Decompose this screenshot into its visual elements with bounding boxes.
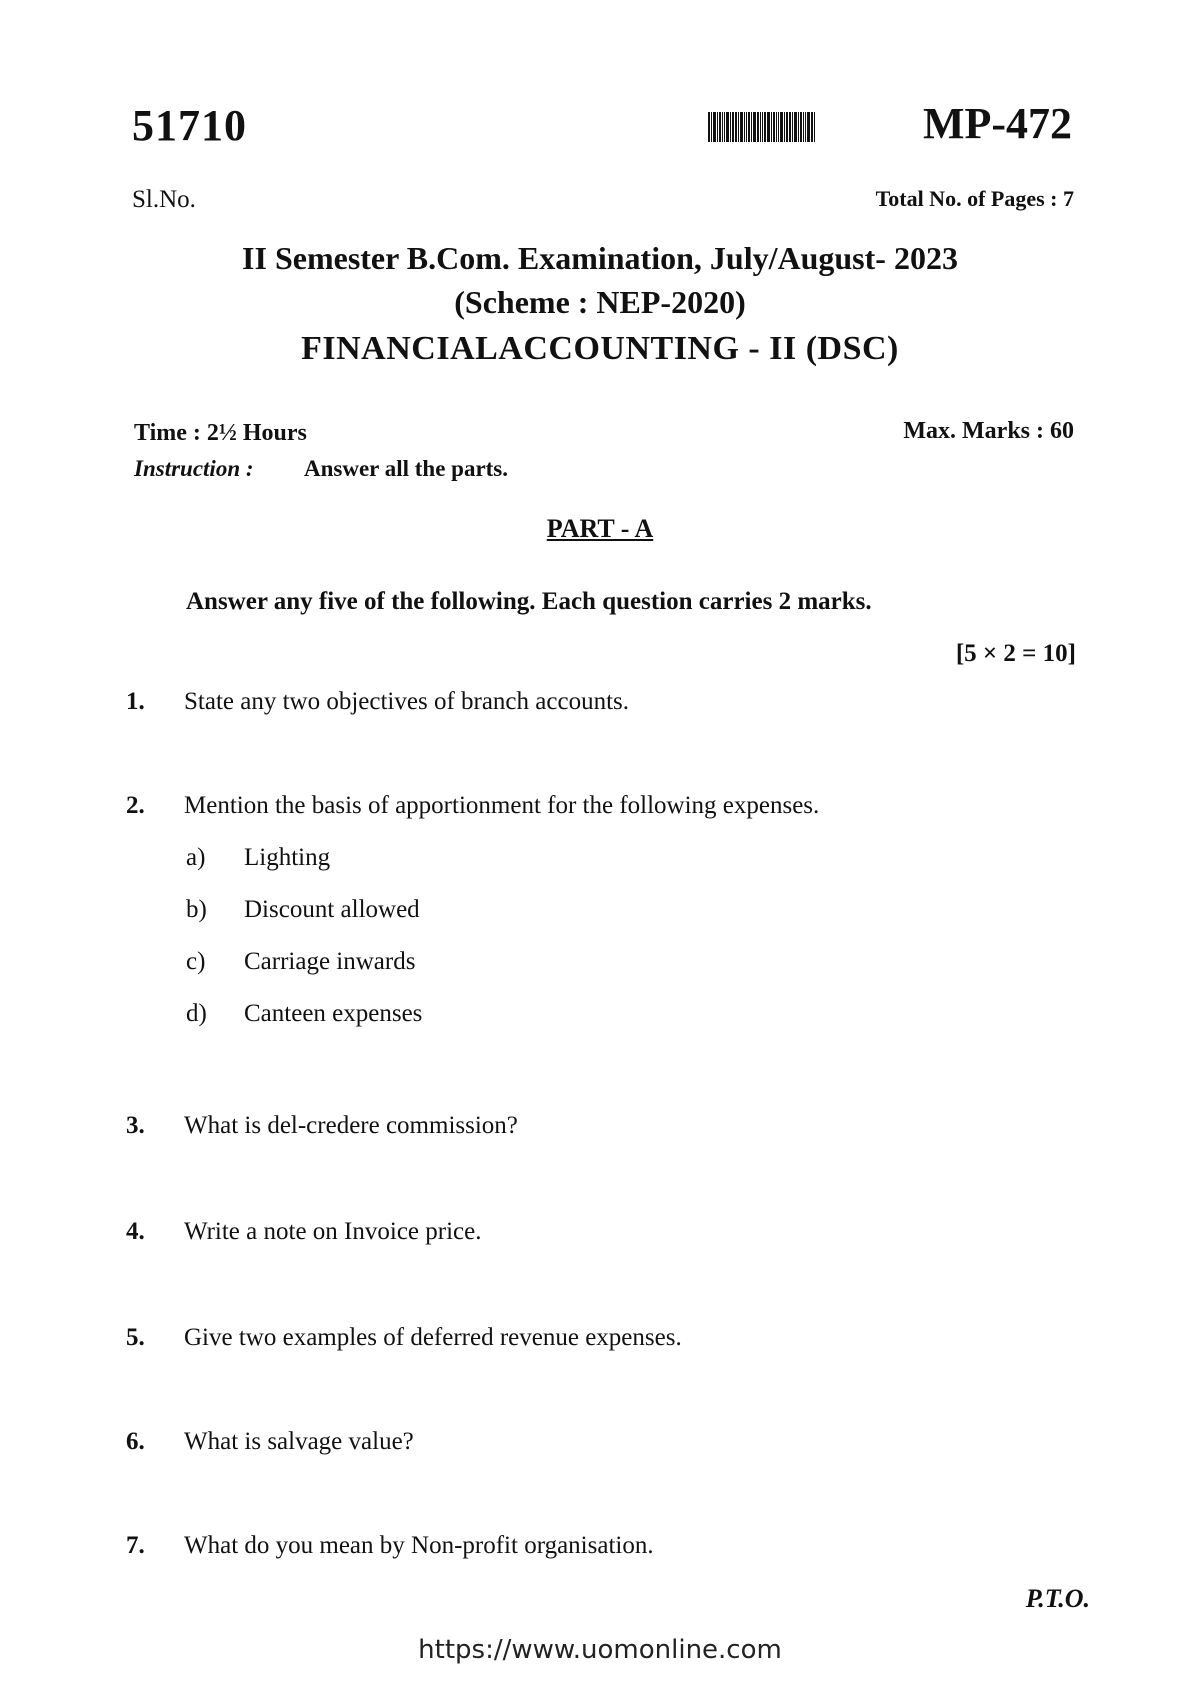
question-text: What is del-credere commission? — [184, 1112, 518, 1139]
instruction-label: Instruction : — [134, 456, 254, 481]
question-number: 3. — [126, 1112, 145, 1139]
question-number: 5. — [126, 1324, 145, 1351]
question-1 — [126, 688, 629, 716]
question-number: 7. — [126, 1532, 145, 1559]
question-text: Mention the basis of apportionment for the following expenses. — [184, 792, 820, 819]
general-instruction — [134, 456, 508, 482]
footer-url-link[interactable]: https://www.uomonline.com — [418, 1635, 782, 1665]
subitem-text: Canteen expenses — [244, 1000, 423, 1027]
exam-title: II Semester B.Com. Examination, July/August- 2023 — [242, 240, 958, 276]
question-2 — [126, 792, 819, 820]
part-a-instruction: Answer any five of the following. Each question carries 2 marks. — [186, 588, 872, 615]
please-turn-over: P.T.O. — [1025, 1584, 1090, 1613]
max-marks: Max. Marks : 60 — [903, 418, 1074, 444]
subitem-text: Discount allowed — [244, 896, 420, 923]
exam-code-number: 51710 — [132, 101, 247, 150]
subitem-letter: c) — [186, 948, 206, 975]
question-7 — [126, 1532, 654, 1560]
total-pages: Total No. of Pages : 7 — [875, 186, 1074, 211]
question-text: State any two objectives of branch accounts. — [184, 688, 629, 715]
question-number: 6. — [126, 1428, 145, 1455]
question-6 — [126, 1428, 414, 1456]
q2-subitem-c — [186, 948, 415, 976]
part-a-heading: PART - A — [546, 514, 654, 543]
exam-subject: FINANCIALACCOUNTING - II (DSC) — [301, 330, 899, 367]
instruction-text: Answer all the parts. — [304, 456, 509, 481]
question-number: 1. — [126, 688, 145, 715]
question-5 — [126, 1324, 682, 1352]
question-3 — [126, 1112, 518, 1140]
q2-subitem-b — [186, 896, 420, 924]
question-text: Give two examples of deferred revenue expenses. — [184, 1324, 682, 1351]
question-number: 4. — [126, 1218, 145, 1245]
subitem-letter: b) — [186, 896, 207, 923]
question-number: 2. — [126, 792, 145, 819]
exam-title-block — [0, 236, 1200, 374]
question-text: Write a note on Invoice price. — [184, 1218, 482, 1245]
subitem-text: Carriage inwards — [244, 948, 416, 975]
exam-time: Time : 2½ Hours — [134, 420, 307, 446]
question-text: What do you mean by Non-profit organisation. — [184, 1532, 654, 1559]
subitem-letter: d) — [186, 1000, 207, 1027]
paper-code: MP-472 — [922, 99, 1072, 148]
subitem-text: Lighting — [244, 844, 331, 871]
barcode-image — [708, 112, 860, 142]
q2-subitem-d — [186, 1000, 422, 1028]
question-4 — [126, 1218, 481, 1246]
q2-subitem-a — [186, 844, 330, 872]
exam-scheme: (Scheme : NEP-2020) — [454, 284, 746, 320]
part-a-marks-formula: [5 × 2 = 10] — [955, 640, 1076, 667]
question-text: What is salvage value? — [184, 1428, 414, 1455]
subitem-letter: a) — [186, 844, 206, 871]
serial-number-label: Sl.No. — [132, 186, 196, 213]
